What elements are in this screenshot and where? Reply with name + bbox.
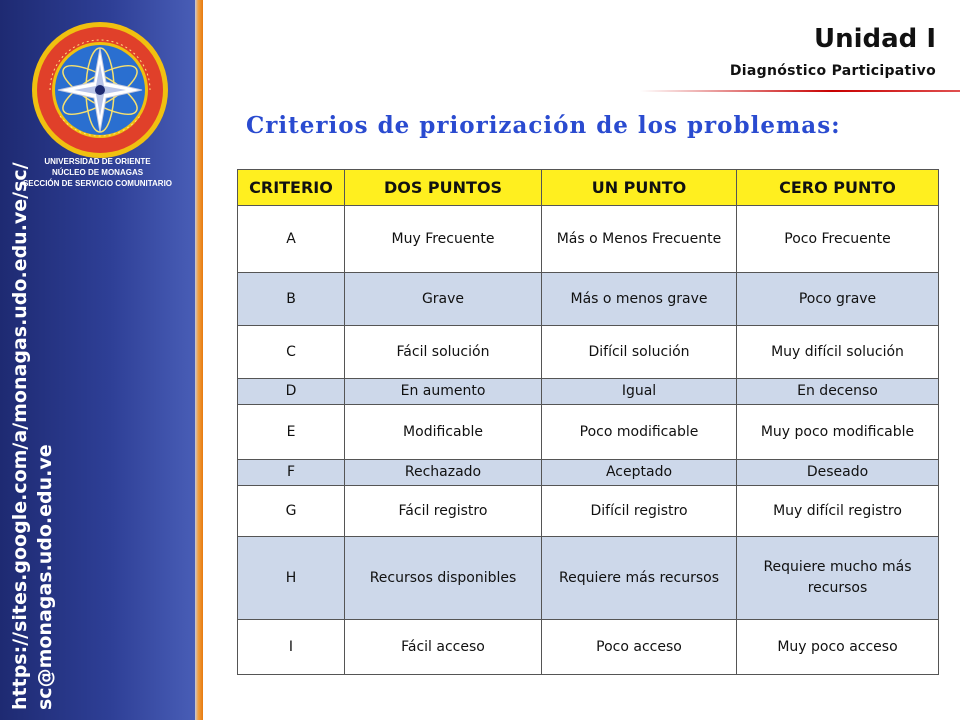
table-cell: En aumento bbox=[345, 379, 542, 405]
contact-links bbox=[8, 162, 58, 710]
table-cell: Deseado bbox=[737, 460, 939, 486]
table-cell: Grave bbox=[345, 273, 542, 326]
table-row bbox=[238, 326, 939, 379]
university-seal-icon bbox=[30, 20, 170, 160]
table-row bbox=[238, 273, 939, 326]
table-cell: Muy poco acceso bbox=[737, 620, 939, 675]
website-link[interactable]: https://sites.google.com/a/monagas.udo.edu.ve/sc/ bbox=[9, 162, 31, 710]
table-cell: Requiere mucho más recursos bbox=[737, 537, 939, 620]
table-cell: Más o menos grave bbox=[542, 273, 737, 326]
table-cell: Fácil solución bbox=[345, 326, 542, 379]
table-cell: Igual bbox=[542, 379, 737, 405]
table-row bbox=[238, 379, 939, 405]
table-cell: Requiere más recursos bbox=[542, 537, 737, 620]
table-cell: H bbox=[238, 537, 345, 620]
table-cell: A bbox=[238, 206, 345, 273]
table-cell: Fácil acceso bbox=[345, 620, 542, 675]
column-header-criterio: CRITERIO bbox=[238, 170, 345, 206]
sidebar bbox=[0, 0, 200, 720]
table-header-row bbox=[238, 170, 939, 206]
table-row bbox=[238, 537, 939, 620]
table-cell: Muy Frecuente bbox=[345, 206, 542, 273]
page-heading: Criterios de priorización de los problemas: bbox=[246, 112, 841, 139]
campus-name: NÚCLEO DE MONAGAS bbox=[51, 168, 144, 177]
criteria-table bbox=[237, 169, 939, 675]
unit-title: Unidad I bbox=[813, 24, 936, 54]
table-cell: Poco modificable bbox=[542, 405, 737, 460]
table-cell: E bbox=[238, 405, 345, 460]
table-cell: Fácil registro bbox=[345, 486, 542, 537]
table-cell: Difícil solución bbox=[542, 326, 737, 379]
table-row bbox=[238, 206, 939, 273]
sidebar-accent-stripe bbox=[195, 0, 203, 720]
table-cell: Aceptado bbox=[542, 460, 737, 486]
table-cell: Rechazado bbox=[345, 460, 542, 486]
table-cell: Poco grave bbox=[737, 273, 939, 326]
table-cell: Más o Menos Frecuente bbox=[542, 206, 737, 273]
table-cell: D bbox=[238, 379, 345, 405]
table-cell: Poco acceso bbox=[542, 620, 737, 675]
table-cell: Muy difícil solución bbox=[737, 326, 939, 379]
table-cell: G bbox=[238, 486, 345, 537]
table-row bbox=[238, 620, 939, 675]
header-divider bbox=[640, 90, 960, 92]
table-cell: Difícil registro bbox=[542, 486, 737, 537]
table-row bbox=[238, 405, 939, 460]
column-header-dos-puntos: DOS PUNTOS bbox=[345, 170, 542, 206]
section-name: SECCIÓN DE SERVICIO COMUNITARIO bbox=[22, 179, 173, 188]
table-cell: F bbox=[238, 460, 345, 486]
table-row bbox=[238, 460, 939, 486]
email-link[interactable]: sc@monagas.udo.edu.ve bbox=[34, 444, 56, 710]
table-cell: Modificable bbox=[345, 405, 542, 460]
table-cell: Recursos disponibles bbox=[345, 537, 542, 620]
table-cell: En decenso bbox=[737, 379, 939, 405]
table-cell: C bbox=[238, 326, 345, 379]
university-name: UNIVERSIDAD DE ORIENTE bbox=[44, 157, 151, 166]
table-cell: Poco Frecuente bbox=[737, 206, 939, 273]
table-cell: B bbox=[238, 273, 345, 326]
table-cell: Muy difícil registro bbox=[737, 486, 939, 537]
unit-subtitle: Diagnóstico Participativo bbox=[729, 63, 936, 79]
column-header-un-punto: UN PUNTO bbox=[542, 170, 737, 206]
table-cell: I bbox=[238, 620, 345, 675]
table-cell: Muy poco modificable bbox=[737, 405, 939, 460]
table-row bbox=[238, 486, 939, 537]
column-header-cero-punto: CERO PUNTO bbox=[737, 170, 939, 206]
